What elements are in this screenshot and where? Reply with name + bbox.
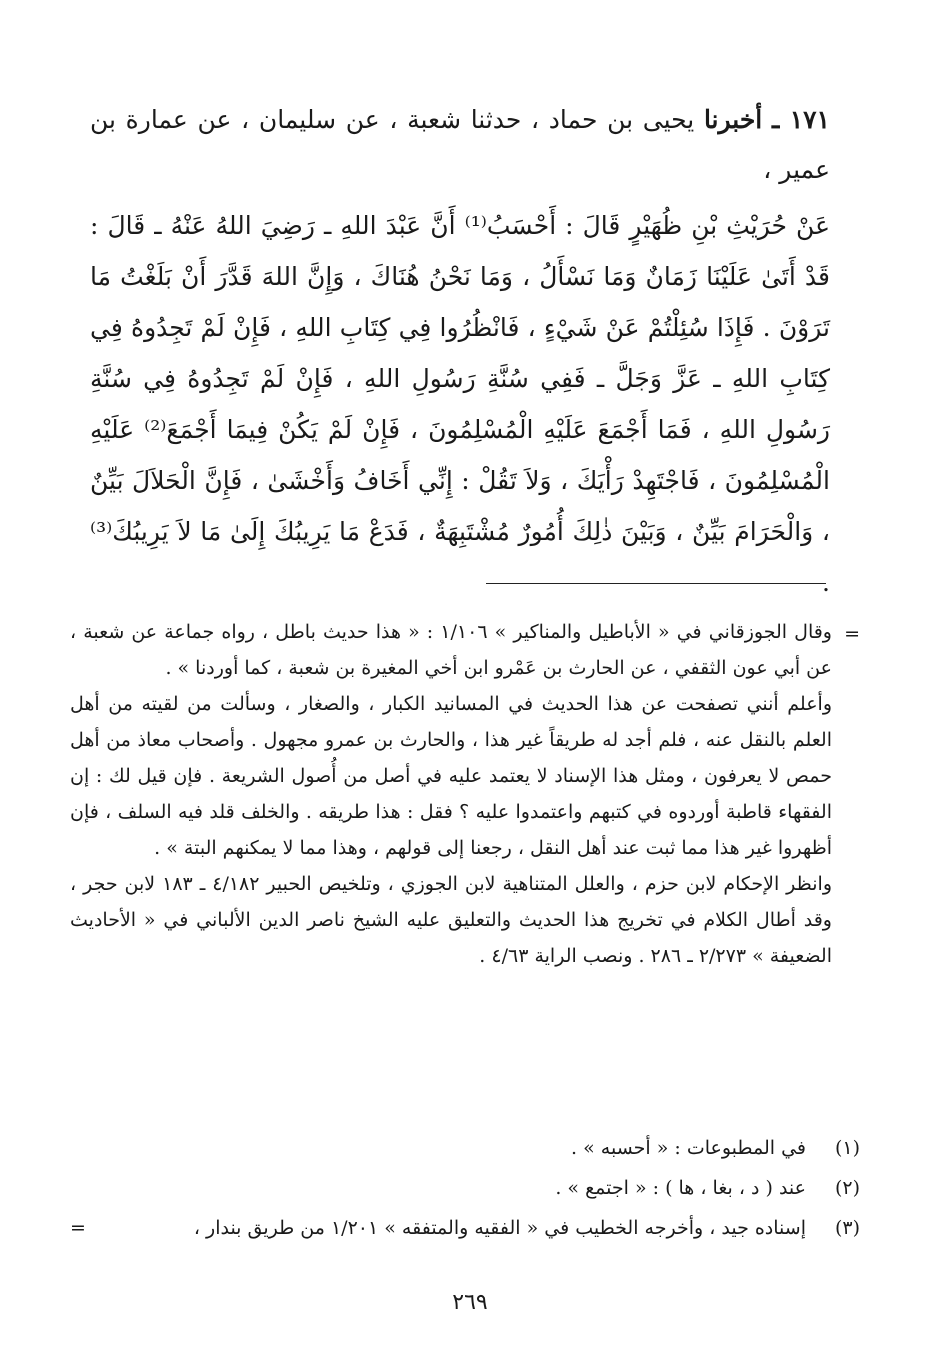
- footnote-text: عند ( د ، بغا ، ها ) : « اجتمع » .: [555, 1177, 806, 1199]
- hadith-matn: عَنْ حُرَيْثِ بْنِ ظُهَيْرٍ قَالَ : أَحْسَبُ⁽¹⁾ أَنَّ عَبْدَ اللهِ ـ رَضِيَ اللهُ عَنْهُ ـ قَالَ : قَدْ أَتَىٰ عَلَيْنَا زَمَانٌ وَمَا نَسْأَلُ ، وَمَا نَحْنُ هُنَاكَ ، وَإِنَّ اللهَ قَدَّرَ أَنْ بَلَغْتُ مَا تَرَوْنَ . فَإِذَا سُئِلْتُمْ عَنْ شَيْءٍ ، فَانْظُرُوا فِي كِتَابِ اللهِ ، فَإِنْ لَمْ تَجِدُوهُ فِي كِتَابِ اللهِ ـ عَزَّ وَجَلَّ ـ فَفِي سُنَّةِ رَسُولِ اللهِ ، فَإِنْ لَمْ تَجِدُوهُ فِي سُنَّةِ رَسُولِ اللهِ ، فَمَا أَجْمَعَ عَلَيْهِ الْمُسْلِمُونَ ، فَإِنْ لَمْ يَكُنْ فِيمَا أَجْمَعَ⁽²⁾ عَلَيْهِ الْمُسْلِمُونَ ، فَاجْتَهِدْ رَأْيَكَ ، وَلاَ تَقُلْ : إِنِّي أَخَافُ وَأَخْشَىٰ ، فَإِنَّ الْحَلاَلَ بَيِّنٌ ، وَالْحَرَامَ بَيِّنٌ ، وَبَيْنَ ذٰلِكَ أُمُورٌ مُشْتَبِهَةٌ ، فَدَعْ مَا يَرِيبُكَ إِلَىٰ مَا لاَ يَرِيبُكَ⁽³⁾ .: [90, 211, 830, 597]
- footnote-list: [70, 1130, 860, 1250]
- hadith-heading: [90, 95, 830, 195]
- footnote-text: في المطبوعات : « أحسبه » .: [571, 1137, 806, 1159]
- note-paragraph: وأعلم أنني تصفحت عن هذا الحديث في المسانيد الكبار ، والصغار ، وسألت من لقيته من أهل العلم بالنقل عنه ، فلم أجد له طريقاً غير هذا ، والحارث بن عمرو مجهول . وأصحاب معاذ من أهل حمص لا يعرفون ، ومثل هذا الإسناد لا يعتمد عليه في أصل من أُصول الشريعة . فإن قيل لك : إن الفقهاء قاطبة أوردوه في كتبهم واعتمدوا عليه ؟ فقل : هذا طريقه . والخلف قلد فيه السلف ، فإن أظهروا غير هذا مما ثبت عند أهل النقل ، رجعنا إلى قولهم ، وهذا مما لا يمكنهم البتة » .: [70, 693, 832, 859]
- note-paragraph: وانظر الإحكام لابن حزم ، والعلل المتناهية لابن الجوزي ، وتلخيص الحبير ٤/١٨٢ ـ ١٨٣ لابن حجر ، وقد أطال الكلام في تخريج هذا الحديث والتعليق عليه الشيخ ناصر الدين الألباني في « الأحاديث الضعيفة » ٢/٢٧٣ ـ ٢٨٦ . ونصب الراية ٤/٦٣ .: [70, 873, 832, 967]
- note-paragraph: وقال الجوزقاني في « الأباطيل والمناكير » ١/١٠٦ : « هذا حديث باطل ، رواه جماعة عن شعبة ، عن أبي عون الثقفي ، عن الحارث بن عَمْرو ابن أخي المغيرة بن شعبة ، كما أوردنا » .: [70, 621, 832, 679]
- hadith-lead: أخبرنا: [703, 105, 763, 134]
- notes-continuation: [70, 614, 860, 974]
- continuation-mark: =: [70, 1217, 86, 1239]
- footnote-divider: [486, 583, 826, 584]
- footnote-text: إسناده جيد ، وأخرجه الخطيب في « الفقيه والمتفقه » ١/٢٠١ من طريق بندار ،: [193, 1217, 806, 1239]
- page-number: ٢٦٩: [452, 1290, 488, 1315]
- footnote-number: (١): [834, 1137, 860, 1159]
- footnote-3: [70, 1210, 860, 1250]
- footnote-number: (٣): [834, 1217, 860, 1239]
- footnote-2: [70, 1170, 860, 1210]
- footnote-number: (٢): [834, 1177, 860, 1199]
- footnote-1: [70, 1130, 860, 1170]
- hadith-number: ١٧١ ـ: [771, 105, 830, 134]
- continuation-mark: =: [844, 623, 860, 645]
- hadith-isnad: يحيى بن حماد ، حدثنا شعبة ، عن سليمان ، عن عمارة بن عمير ،: [90, 105, 830, 184]
